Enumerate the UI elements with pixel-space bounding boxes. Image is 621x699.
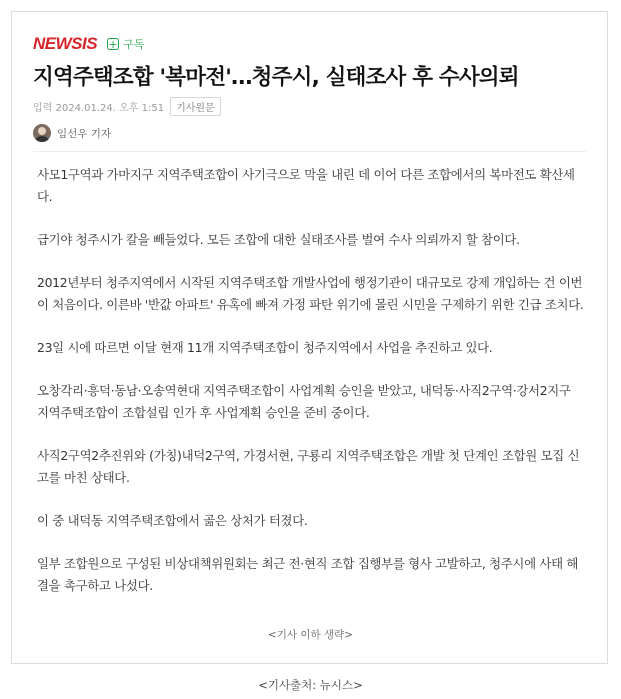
original-article-link[interactable]: 기사원문 bbox=[170, 97, 221, 116]
newsis-logo[interactable]: NEWSIS bbox=[33, 34, 98, 53]
paragraph: 사모1구역과 가마지구 지역주택조합이 사기극으로 막을 내린 데 이어 다른 조합에서의 복마전도 확산세다. bbox=[37, 167, 575, 204]
subscribe-button[interactable] bbox=[107, 36, 144, 52]
article-title: 지역주택조합 '복마전'…청주시, 실태조사 후 수사의뢰 bbox=[33, 65, 519, 90]
divider bbox=[33, 151, 586, 152]
subscribe-label: 구독 bbox=[123, 38, 145, 51]
paragraph: 이 중 내덕동 지역주택조합에서 곪은 상처가 터졌다. bbox=[37, 513, 308, 528]
paragraph: 23일 시에 따르면 이달 현재 11개 지역주택조합이 청주지역에서 사업을 추진하고 있다. bbox=[37, 340, 493, 355]
avatar bbox=[33, 124, 51, 142]
article-header bbox=[33, 34, 144, 54]
source-credit: <기사출처: 뉴시스> bbox=[258, 678, 363, 692]
paragraph: 일부 조합원으로 구성된 비상대책위원회는 최근 전·현직 조합 집행부를 형사 고발하고, 청주시에 사태 해결을 촉구하고 나섰다. bbox=[37, 556, 579, 593]
paragraph: 사직2구역2추진위와 (가칭)내덕2구역, 가경서현, 구룡리 지역주택조합은 개발 첫 단계인 조합원 모집 신고를 마친 상태다. bbox=[37, 448, 580, 485]
published-date: 입력 2024.01.24. 오후 1:51 bbox=[33, 103, 165, 114]
paragraph: 급기야 청주시가 칼을 빼들었다. 모든 조합에 대한 실태조사를 벌여 수사 의뢰까지 할 참이다. bbox=[37, 232, 520, 247]
author-name: 임선우 기자 bbox=[57, 127, 112, 140]
article-body bbox=[37, 164, 585, 618]
paragraph: 오창각리·흥덕·동남·오송역현대 지역주택조합이 사업계획 승인을 받았고, 내덕동·사직2구역·강서2지구 지역주택조합이 조합설립 인가 후 사업계획 승인을 준비 중이다. bbox=[37, 383, 571, 420]
paragraph: 2012년부터 청주지역에서 시작된 지역주택조합 개발사업에 행정기관이 대규모로 강제 개입하는 건 이번이 처음이다. 이른바 '반값 아파트' 유혹에 빠져 가정 파탄 위기에 몰린 시민을 구제하기 위한 긴급 조치다. bbox=[37, 275, 584, 312]
article-meta bbox=[33, 97, 221, 116]
plus-icon: + bbox=[108, 37, 118, 51]
author-byline[interactable] bbox=[33, 124, 111, 142]
omitted-note: <기사 이하 생략> bbox=[267, 629, 354, 641]
